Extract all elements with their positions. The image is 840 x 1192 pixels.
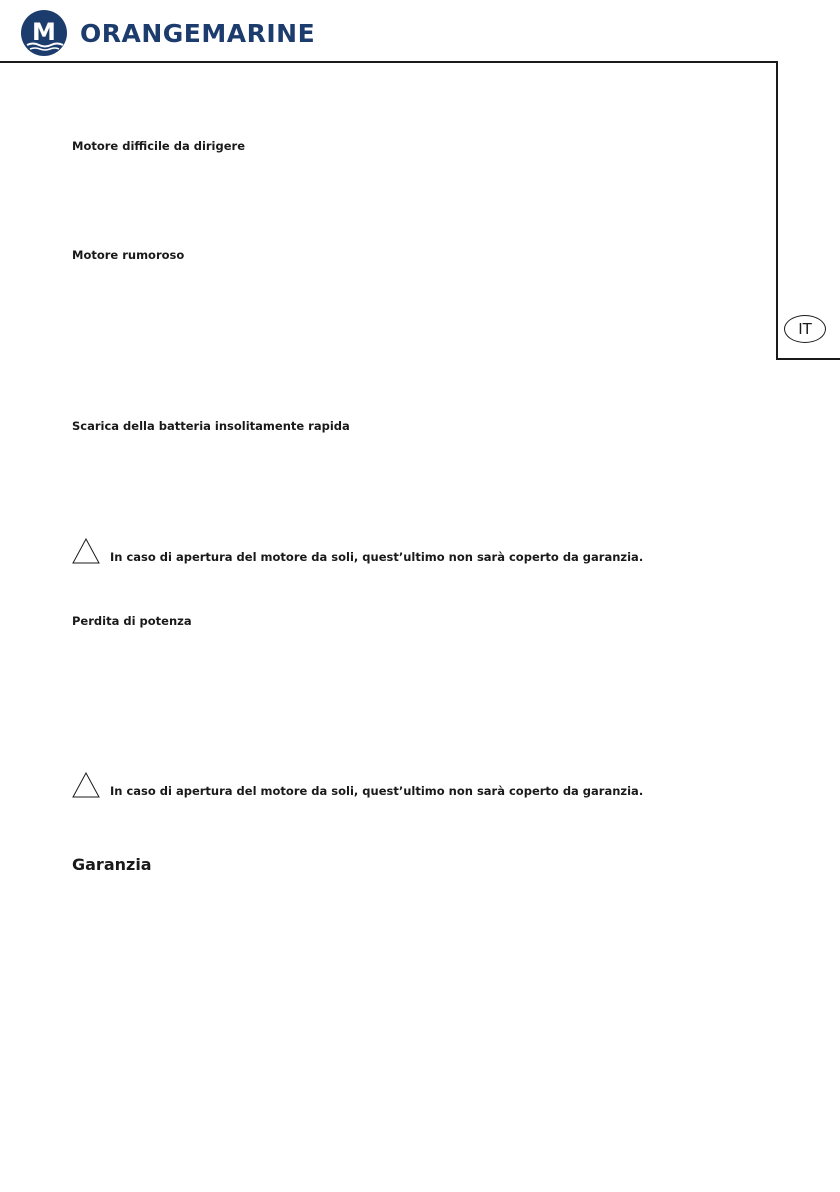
warning-text-1: In caso di apertura del motore da soli, quest’ultimo non sarà coperto da garanzia.: [110, 550, 644, 564]
logo-wordmark: ORANGEMARINE: [80, 18, 316, 48]
logo-letter: M: [32, 18, 56, 46]
section-title-noise: Motore rumoroso: [72, 248, 185, 262]
warning-notice-2: [72, 772, 643, 798]
language-badge: [784, 315, 826, 343]
brand-logo: [20, 6, 315, 60]
section-title-steering: Motore difficile da dirigere: [72, 139, 246, 153]
warning-notice-1: [72, 538, 643, 564]
warning-text-2: In caso di apertura del motore da soli, quest’ultimo non sarà coperto da garanzia.: [110, 784, 644, 798]
section-title-warranty: Garanzia: [72, 855, 152, 874]
page-frame-tab-rule: [776, 358, 840, 360]
page-frame-side-rule: [776, 61, 778, 360]
orangemarine-logo-icon: [20, 9, 68, 57]
section-title-battery: Scarica della batteria insolitamente rapida: [72, 419, 350, 433]
language-label: IT: [798, 320, 812, 338]
page-frame-top-rule: [0, 61, 778, 63]
warning-triangle-icon: [72, 538, 100, 564]
warning-triangle-icon: [72, 772, 100, 798]
section-title-power: Perdita di potenza: [72, 614, 192, 628]
